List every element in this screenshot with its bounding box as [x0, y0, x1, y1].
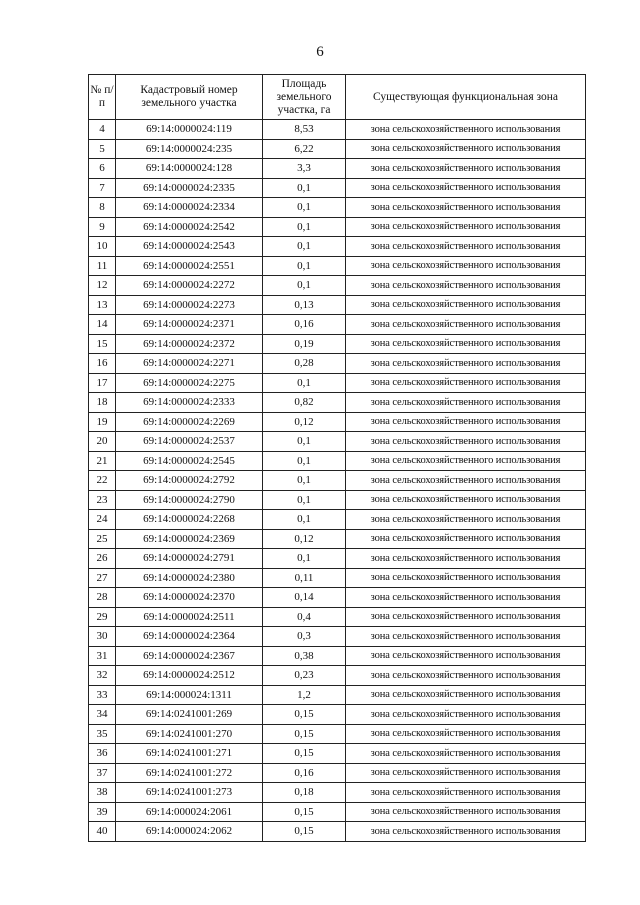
row-number: 8	[89, 198, 116, 218]
row-number: 13	[89, 295, 116, 315]
functional-zone-cell: зона сельскохозяйственного использования	[346, 822, 586, 842]
cadastral-number-cell: 69:14:0000024:2369	[116, 529, 263, 549]
functional-zone-cell: зона сельскохозяйственного использования	[346, 490, 586, 510]
cadastral-number-cell: 69:14:0000024:2543	[116, 237, 263, 257]
table-row	[89, 276, 586, 296]
area-cell: 0,12	[263, 529, 346, 549]
functional-zone-cell: зона сельскохозяйственного использования	[346, 373, 586, 393]
row-number: 24	[89, 510, 116, 530]
table-row	[89, 744, 586, 764]
table-row	[89, 510, 586, 530]
table-row	[89, 822, 586, 842]
table-row	[89, 724, 586, 744]
table-row	[89, 198, 586, 218]
area-cell: 8,53	[263, 120, 346, 140]
area-cell: 0,15	[263, 724, 346, 744]
area-cell: 0,1	[263, 198, 346, 218]
table-row	[89, 178, 586, 198]
area-cell: 0,15	[263, 822, 346, 842]
table-row	[89, 471, 586, 491]
cadastral-number-cell: 69:14:0241001:270	[116, 724, 263, 744]
table-row	[89, 412, 586, 432]
functional-zone-cell: зона сельскохозяйственного использования	[346, 217, 586, 237]
functional-zone-cell: зона сельскохозяйственного использования	[346, 705, 586, 725]
cadastral-number-cell: 69:14:0000024:2542	[116, 217, 263, 237]
row-number: 18	[89, 393, 116, 413]
area-cell: 0,1	[263, 510, 346, 530]
cadastral-number-cell: 69:14:0000024:2370	[116, 588, 263, 608]
row-number: 35	[89, 724, 116, 744]
row-number: 25	[89, 529, 116, 549]
table-row	[89, 315, 586, 335]
cadastral-number-cell: 69:14:0000024:2545	[116, 451, 263, 471]
functional-zone-cell: зона сельскохозяйственного использования	[346, 802, 586, 822]
row-number: 15	[89, 334, 116, 354]
land-plots-table	[88, 74, 586, 842]
cadastral-number-cell: 69:14:0000024:2335	[116, 178, 263, 198]
row-number: 23	[89, 490, 116, 510]
functional-zone-cell: зона сельскохозяйственного использования	[346, 159, 586, 179]
table-row	[89, 490, 586, 510]
area-cell: 0,15	[263, 802, 346, 822]
area-cell: 0,1	[263, 471, 346, 491]
table-row	[89, 139, 586, 159]
functional-zone-cell: зона сельскохозяйственного использования	[346, 646, 586, 666]
cadastral-number-cell: 69:14:0241001:269	[116, 705, 263, 725]
row-number: 4	[89, 120, 116, 140]
row-number: 16	[89, 354, 116, 374]
cadastral-number-cell: 69:14:000024:2061	[116, 802, 263, 822]
area-cell: 0,1	[263, 276, 346, 296]
table-row	[89, 705, 586, 725]
table-row	[89, 568, 586, 588]
row-number: 10	[89, 237, 116, 257]
row-number: 37	[89, 763, 116, 783]
cadastral-number-cell: 69:14:0000024:2512	[116, 666, 263, 686]
area-cell: 0,38	[263, 646, 346, 666]
table-row	[89, 354, 586, 374]
area-cell: 0,82	[263, 393, 346, 413]
table-row	[89, 666, 586, 686]
cadastral-number-cell: 69:14:0000024:2364	[116, 627, 263, 647]
row-number: 6	[89, 159, 116, 179]
cadastral-number-cell: 69:14:000024:2062	[116, 822, 263, 842]
cadastral-number-cell: 69:14:0000024:119	[116, 120, 263, 140]
table-row	[89, 393, 586, 413]
functional-zone-cell: зона сельскохозяйственного использования	[346, 315, 586, 335]
table-row	[89, 802, 586, 822]
area-cell: 0,16	[263, 315, 346, 335]
row-number: 36	[89, 744, 116, 764]
cadastral-number-cell: 69:14:0000024:2551	[116, 256, 263, 276]
area-cell: 6,22	[263, 139, 346, 159]
row-number: 39	[89, 802, 116, 822]
functional-zone-cell: зона сельскохозяйственного использования	[346, 549, 586, 569]
area-cell: 0,18	[263, 783, 346, 803]
row-number: 17	[89, 373, 116, 393]
row-number: 30	[89, 627, 116, 647]
cadastral-number-cell: 69:14:0000024:2380	[116, 568, 263, 588]
table-row	[89, 432, 586, 452]
functional-zone-cell: зона сельскохозяйственного использования	[346, 276, 586, 296]
row-number: 9	[89, 217, 116, 237]
row-number: 31	[89, 646, 116, 666]
area-cell: 0,1	[263, 451, 346, 471]
row-number: 34	[89, 705, 116, 725]
functional-zone-cell: зона сельскохозяйственного использования	[346, 198, 586, 218]
row-number: 32	[89, 666, 116, 686]
row-number: 19	[89, 412, 116, 432]
area-cell: 0,15	[263, 705, 346, 725]
functional-zone-cell: зона сельскохозяйственного использования	[346, 451, 586, 471]
table-row	[89, 217, 586, 237]
row-number: 40	[89, 822, 116, 842]
area-cell: 0,1	[263, 237, 346, 257]
area-cell: 0,1	[263, 217, 346, 237]
table-row	[89, 256, 586, 276]
area-cell: 0,1	[263, 490, 346, 510]
functional-zone-cell: зона сельскохозяйственного использования	[346, 685, 586, 705]
functional-zone-cell: зона сельскохозяйственного использования	[346, 568, 586, 588]
cadastral-number-cell: 69:14:0000024:2792	[116, 471, 263, 491]
area-cell: 0,19	[263, 334, 346, 354]
area-cell: 0,1	[263, 373, 346, 393]
row-number: 20	[89, 432, 116, 452]
cadastral-number-cell: 69:14:0000024:2272	[116, 276, 263, 296]
table-row	[89, 685, 586, 705]
area-cell: 0,14	[263, 588, 346, 608]
row-number: 33	[89, 685, 116, 705]
cadastral-number-cell: 69:14:0000024:2271	[116, 354, 263, 374]
area-cell: 0,1	[263, 549, 346, 569]
cadastral-number-cell: 69:14:0000024:2537	[116, 432, 263, 452]
header-area: Площадь земельного участка, га	[263, 75, 346, 120]
area-cell: 0,28	[263, 354, 346, 374]
row-number: 14	[89, 315, 116, 335]
area-cell: 0,3	[263, 627, 346, 647]
functional-zone-cell: зона сельскохозяйственного использования	[346, 295, 586, 315]
functional-zone-cell: зона сельскохозяйственного использования	[346, 139, 586, 159]
area-cell: 0,13	[263, 295, 346, 315]
area-cell: 0,1	[263, 256, 346, 276]
row-number: 38	[89, 783, 116, 803]
cadastral-number-cell: 69:14:0000024:235	[116, 139, 263, 159]
header-cadastral-number: Кадастровый номер земельного участка	[116, 75, 263, 120]
functional-zone-cell: зона сельскохозяйственного использования	[346, 666, 586, 686]
table-row	[89, 451, 586, 471]
functional-zone-cell: зона сельскохозяйственного использования	[346, 510, 586, 530]
header-number: № п/п	[89, 75, 116, 120]
cadastral-number-cell: 69:14:0000024:2275	[116, 373, 263, 393]
table-row	[89, 763, 586, 783]
area-cell: 0,11	[263, 568, 346, 588]
row-number: 21	[89, 451, 116, 471]
table-row	[89, 237, 586, 257]
table-row	[89, 783, 586, 803]
table-row	[89, 373, 586, 393]
page-number: 6	[316, 44, 324, 60]
table-row	[89, 529, 586, 549]
table-row	[89, 295, 586, 315]
cadastral-number-cell: 69:14:0000024:2334	[116, 198, 263, 218]
header-functional-zone: Существующая функциональная зона	[346, 75, 586, 120]
area-cell: 1,2	[263, 685, 346, 705]
functional-zone-cell: зона сельскохозяйственного использования	[346, 724, 586, 744]
area-cell: 0,4	[263, 607, 346, 627]
area-cell: 0,12	[263, 412, 346, 432]
table-row	[89, 120, 586, 140]
row-number: 5	[89, 139, 116, 159]
table-row	[89, 159, 586, 179]
table-row	[89, 334, 586, 354]
functional-zone-cell: зона сельскохозяйственного использования	[346, 393, 586, 413]
functional-zone-cell: зона сельскохозяйственного использования	[346, 432, 586, 452]
functional-zone-cell: зона сельскохозяйственного использования	[346, 471, 586, 491]
cadastral-number-cell: 69:14:000024:1311	[116, 685, 263, 705]
area-cell: 0,1	[263, 432, 346, 452]
cadastral-number-cell: 69:14:0241001:271	[116, 744, 263, 764]
cadastral-number-cell: 69:14:0000024:2790	[116, 490, 263, 510]
functional-zone-cell: зона сельскохозяйственного использования	[346, 412, 586, 432]
cadastral-number-cell: 69:14:0000024:2791	[116, 549, 263, 569]
cadastral-number-cell: 69:14:0000024:2333	[116, 393, 263, 413]
row-number: 28	[89, 588, 116, 608]
functional-zone-cell: зона сельскохозяйственного использования	[346, 237, 586, 257]
row-number: 12	[89, 276, 116, 296]
cadastral-number-cell: 69:14:0000024:2371	[116, 315, 263, 335]
cadastral-number-cell: 69:14:0000024:2372	[116, 334, 263, 354]
functional-zone-cell: зона сельскохозяйственного использования	[346, 627, 586, 647]
cadastral-number-cell: 69:14:0000024:128	[116, 159, 263, 179]
table-row	[89, 549, 586, 569]
functional-zone-cell: зона сельскохозяйственного использования	[346, 744, 586, 764]
table-row	[89, 627, 586, 647]
cadastral-number-cell: 69:14:0000024:2268	[116, 510, 263, 530]
functional-zone-cell: зона сельскохозяйственного использования	[346, 334, 586, 354]
table-row	[89, 588, 586, 608]
functional-zone-cell: зона сельскохозяйственного использования	[346, 588, 586, 608]
functional-zone-cell: зона сельскохозяйственного использования	[346, 783, 586, 803]
area-cell: 3,3	[263, 159, 346, 179]
table-body	[89, 120, 586, 842]
functional-zone-cell: зона сельскохозяйственного использования	[346, 354, 586, 374]
table-header	[89, 75, 586, 120]
area-cell: 0,15	[263, 744, 346, 764]
row-number: 7	[89, 178, 116, 198]
row-number: 29	[89, 607, 116, 627]
area-cell: 0,23	[263, 666, 346, 686]
row-number: 26	[89, 549, 116, 569]
area-cell: 0,1	[263, 178, 346, 198]
cadastral-number-cell: 69:14:0241001:272	[116, 763, 263, 783]
functional-zone-cell: зона сельскохозяйственного использования	[346, 120, 586, 140]
functional-zone-cell: зона сельскохозяйственного использования	[346, 763, 586, 783]
row-number: 27	[89, 568, 116, 588]
cadastral-number-cell: 69:14:0000024:2273	[116, 295, 263, 315]
functional-zone-cell: зона сельскохозяйственного использования	[346, 607, 586, 627]
functional-zone-cell: зона сельскохозяйственного использования	[346, 529, 586, 549]
area-cell: 0,16	[263, 763, 346, 783]
cadastral-number-cell: 69:14:0000024:2367	[116, 646, 263, 666]
row-number: 22	[89, 471, 116, 491]
functional-zone-cell: зона сельскохозяйственного использования	[346, 178, 586, 198]
cadastral-number-cell: 69:14:0241001:273	[116, 783, 263, 803]
row-number: 11	[89, 256, 116, 276]
functional-zone-cell: зона сельскохозяйственного использования	[346, 256, 586, 276]
header-row	[89, 75, 586, 120]
cadastral-number-cell: 69:14:0000024:2269	[116, 412, 263, 432]
table-row	[89, 646, 586, 666]
table-row	[89, 607, 586, 627]
cadastral-number-cell: 69:14:0000024:2511	[116, 607, 263, 627]
